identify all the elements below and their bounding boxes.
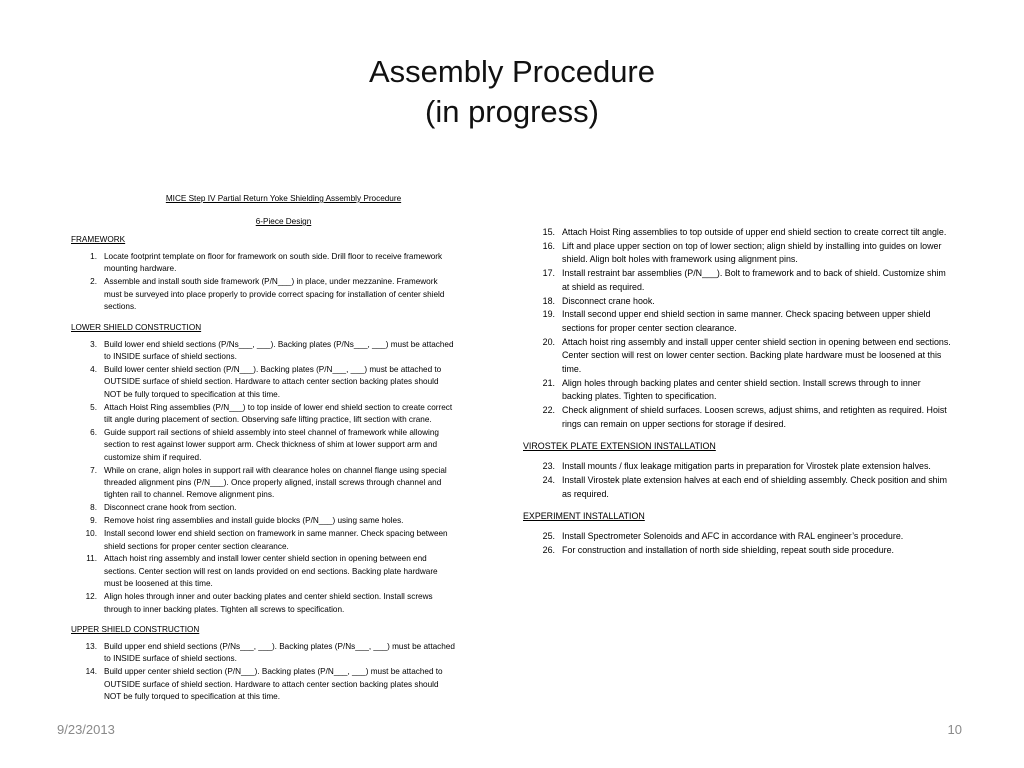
section-heading-lower-shield: LOWER SHIELD CONSTRUCTION	[71, 322, 202, 332]
document-subtitle: 6-Piece Design	[255, 217, 312, 226]
procedure-step	[523, 308, 953, 335]
procedure-step	[71, 364, 456, 401]
slide-date: 9/23/2013	[57, 722, 115, 737]
step-number: 26.	[542, 544, 555, 555]
procedure-step	[523, 295, 953, 309]
step-number: 25.	[542, 531, 555, 542]
procedure-step	[523, 240, 953, 267]
step-number: 20.	[542, 336, 555, 347]
step-number: 19.	[542, 309, 555, 320]
step-text: Build lower center shield section (P/N___). Backing plates (P/N___, ___) must be attached to OUTSIDE surface of shield section. Hardware to attach center section backing plates should NOT be fully torqued to specification at this time.	[104, 364, 442, 399]
slide-page-number: 10	[947, 722, 962, 737]
step-text: Locate footprint template on floor for framework on south side. Drill floor to receive framework mounting hardware.	[104, 252, 443, 274]
step-number: 23.	[542, 461, 555, 472]
step-text: Install second upper end shield section in same manner. Check spacing between upper shield sections for proper center section clearance.	[562, 309, 931, 333]
procedure-step	[71, 427, 456, 464]
step-text: For construction and installation of north side shielding, repeat south side procedure.	[562, 544, 895, 555]
procedure-step	[523, 474, 953, 501]
procedure-step	[523, 377, 953, 404]
step-number: 2.	[90, 277, 97, 287]
procedure-step	[71, 402, 456, 427]
procedure-step	[71, 276, 456, 313]
slide-title	[0, 52, 1024, 132]
procedure-step	[71, 666, 456, 703]
step-text: Install Virostek plate extension halves at each end of shielding assembly. Check position and shim as required.	[562, 475, 947, 499]
procedure-step	[71, 591, 456, 616]
step-text: Attach hoist ring assembly and install lower center shield section in opening between end sections. Center section will rest on lands provided on end sections. Backing plate hardware must be loosened at this time.	[104, 554, 438, 589]
step-text: Build upper center shield section (P/N___). Backing plates (P/N___, ___) must be attached to OUTSIDE surface of shield section. Hardware to attach center section backing plates should NOT be fully torqued to specification at this time.	[104, 667, 443, 702]
step-text: Check alignment of shield surfaces. Loosen screws, adjust shims, and retighten as required. Hoist rings can remain on upper sections for storage if desired.	[562, 405, 947, 429]
step-text: While on crane, align holes in support rail with clearance holes on channel flange using special threaded alignment pins (P/N___). Once properly aligned, install screws through channel and tighten rail to channel. Remove alignment pins.	[104, 465, 447, 500]
procedure-step	[71, 515, 456, 527]
step-text: Align holes through backing plates and center shield section. Install screws through to inner backing plates. Tighten to specification.	[562, 377, 921, 402]
step-number: 6.	[90, 427, 97, 437]
step-number: 5.	[90, 402, 97, 412]
procedure-step	[71, 641, 456, 666]
step-text: Remove hoist ring assemblies and install guide blocks (P/N___) using same holes.	[104, 516, 404, 526]
step-text: Disconnect crane hook.	[562, 295, 655, 306]
step-number: 21.	[542, 377, 555, 388]
step-number: 15.	[542, 227, 555, 237]
step-text: Assemble and install south side framework (P/N___) in place, under mezzanine. Framework must be surveyed into place properly to provide correct spacing for installation of center shield sections.	[104, 277, 445, 312]
step-text: Install Spectrometer Solenoids and AFC in accordance with RAL engineer’s procedure.	[562, 531, 904, 542]
step-text: Disconnect crane hook from section.	[104, 503, 237, 513]
procedure-step	[71, 339, 456, 364]
step-text: Attach hoist ring assembly and install upper center shield section in opening between end sections. Center section will rest on lower center section. Backing plate hardware must be loosened at this time.	[562, 336, 951, 374]
procedure-step	[71, 528, 456, 553]
procedure-step	[523, 544, 953, 558]
step-number: 8.	[90, 503, 97, 513]
document-title: MICE Step IV Partial Return Yoke Shielding Assembly Procedure	[165, 194, 402, 203]
step-number: 3.	[90, 339, 97, 349]
step-number: 4.	[90, 364, 97, 374]
procedure-step	[71, 251, 456, 276]
step-number: 24.	[542, 475, 555, 485]
procedure-step	[523, 460, 953, 474]
document-right-column	[523, 226, 953, 558]
procedure-step	[523, 530, 953, 544]
document-left-column	[71, 193, 456, 704]
step-text: Build upper end shield sections (P/Ns___, ___). Backing plates (P/Ns___, ___) must be attached to INSIDE surface of shield sections.	[104, 641, 455, 664]
slide-title-line-1: Assembly Procedure	[368, 54, 655, 89]
slide-title-line-2: (in progress)	[425, 94, 599, 129]
step-text: Build lower end shield sections (P/Ns___, ___). Backing plates (P/Ns___, ___) must be attached to INSIDE surface of shield sections.	[104, 339, 454, 361]
step-text: Install mounts / flux leakage mitigation parts in preparation for Virostek plate extension halves.	[562, 461, 931, 472]
step-number: 11.	[86, 554, 97, 564]
step-number: 17.	[542, 268, 555, 279]
procedure-step	[523, 336, 953, 377]
section-heading-experiment: EXPERIMENT INSTALLATION	[523, 511, 645, 522]
step-text: Install restraint bar assemblies (P/N___). Bolt to framework and to back of shield. Customize shim at shield as required.	[562, 268, 946, 292]
step-number: 16.	[542, 240, 555, 251]
step-number: 13.	[85, 641, 97, 651]
procedure-step	[71, 553, 456, 590]
procedure-step	[71, 465, 456, 502]
step-number: 18.	[542, 295, 555, 306]
section-heading-virostek: VIROSTEK PLATE EXTENSION INSTALLATION	[523, 441, 716, 452]
step-number: 22.	[542, 405, 555, 416]
procedure-step	[71, 502, 456, 514]
step-text: Guide support rail sections of shield assembly into steel channel of framework while allowing section to rest against lower support arm. Check thickness of shim at lower support arm and customize shim if required.	[104, 427, 439, 462]
procedure-step	[523, 226, 953, 240]
step-number: 1.	[90, 252, 97, 261]
step-number: 9.	[90, 516, 97, 526]
step-number: 12.	[85, 592, 97, 602]
step-number: 10.	[85, 529, 97, 539]
procedure-step	[523, 267, 953, 294]
step-number: 14.	[85, 667, 97, 677]
section-heading-framework: FRAMEWORK	[71, 235, 126, 244]
step-number: 7.	[90, 465, 97, 475]
step-text: Attach Hoist Ring assemblies to top outside of upper end shield section to create correct tilt angle.	[562, 227, 947, 237]
step-text: Align holes through inner and outer backing plates and center shield section. Install screws through to inner backing plates. Tighten all screws to specification.	[104, 592, 433, 614]
section-heading-upper-shield: UPPER SHIELD CONSTRUCTION	[71, 624, 200, 634]
step-text: Attach Hoist Ring assemblies (P/N___) to top inside of lower end shield section to create correct tilt angle during placement of section. Observing safe lifting practice, lift section with crane.	[104, 402, 453, 424]
step-text: Lift and place upper section on top of lower section; align shield by installing into guides on lower shield. Align bolt holes with framework using alignment pins.	[562, 240, 942, 265]
step-text: Install second lower end shield section on framework in same manner. Check spacing between shield sections for proper center section clearance.	[104, 529, 448, 551]
procedure-step	[523, 404, 953, 431]
